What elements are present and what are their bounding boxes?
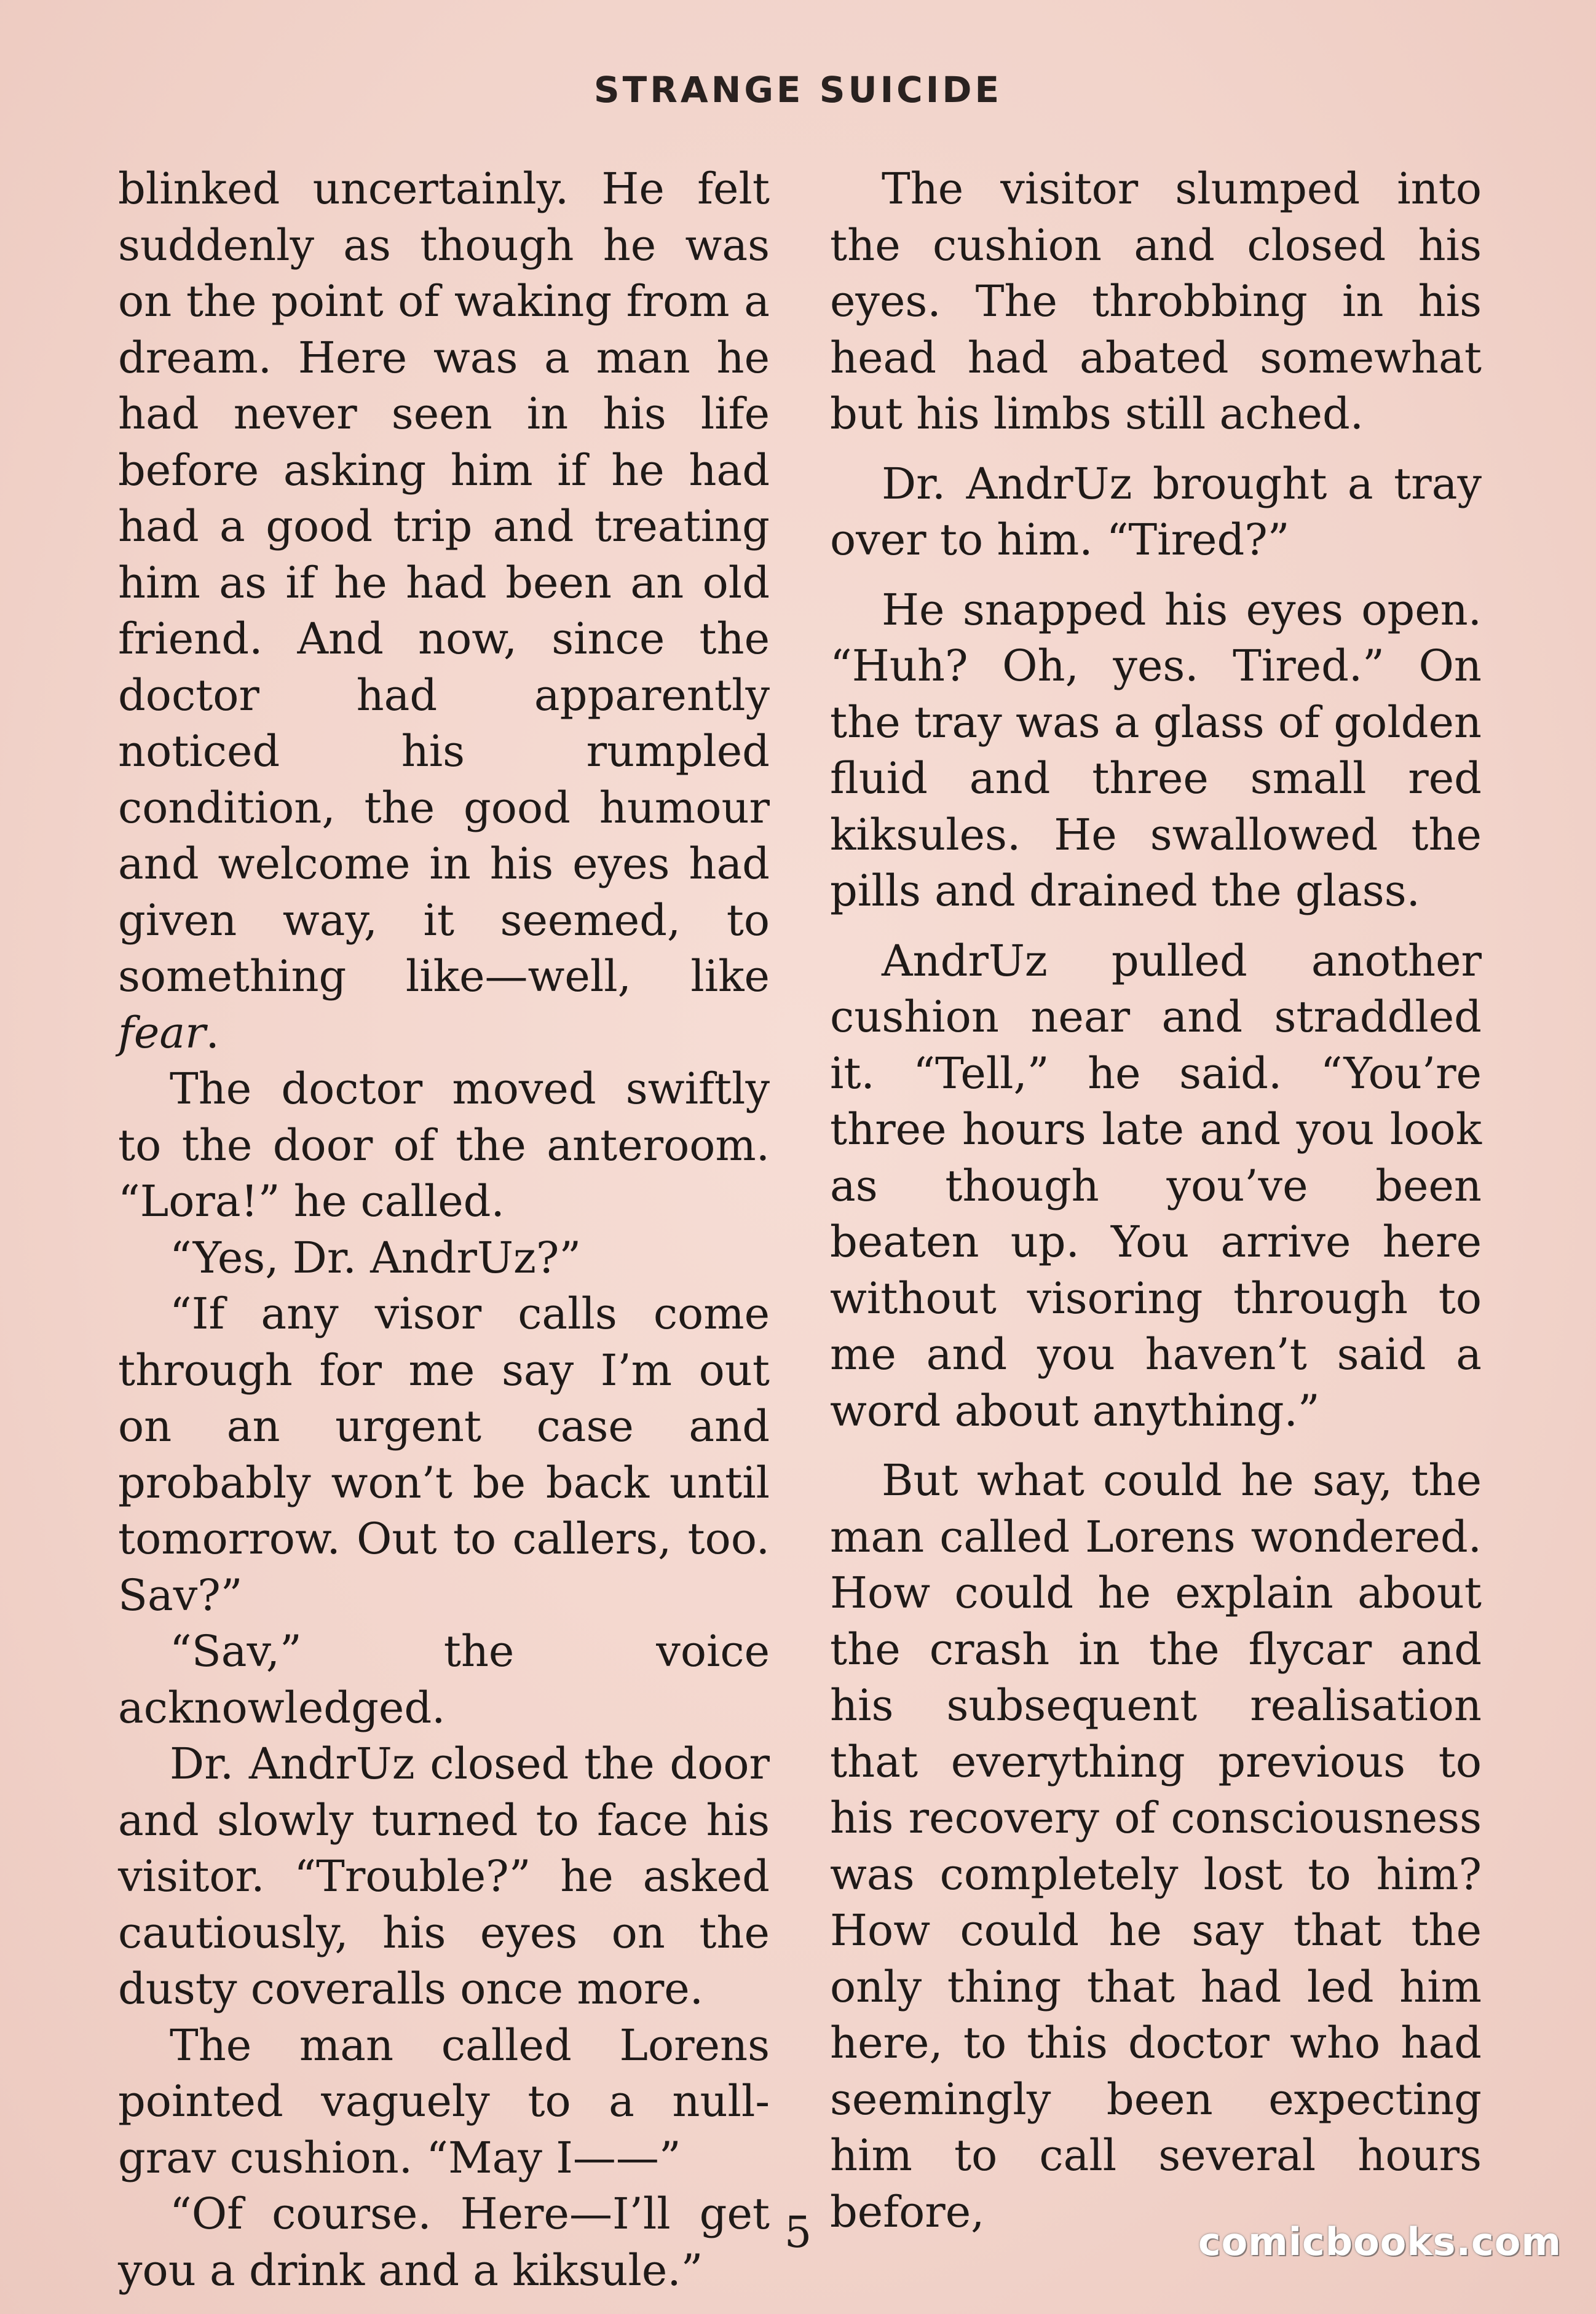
left-column [118, 161, 770, 2299]
paragraph: He snapped his eyes open. “Huh? Oh, yes. Tired.” On the tray was a glass of golden fluid and three small red kiksules. He swallowed the pills and drained the glass. [830, 584, 1482, 916]
paragraph: “Of course. Here—I’ll get you a drink and a kiksule.” [118, 2189, 770, 2296]
paragraph: “If any visor calls come through for me say I’m out on an urgent case and probably won’t be back until tomorrow. Out to callers, too. Sav?” [118, 1289, 770, 1621]
watermark: comicbooks.com [1198, 2219, 1562, 2264]
emphasis-word: fear [118, 1007, 206, 1058]
paragraph: AndrUz pulled another cushion near and straddled it. “Tell,” he said. “You’re three hours late and you look as though you’ve been beaten up. You arrive here without visoring through to me and you haven’t said a word about anything.” [830, 935, 1482, 1436]
paragraph: But what could he say, the man called Lorens wondered. How could he explain about the crash in the flycar and his subsequent realisation that everything previous to his recovery of consciousness was completely lost to him? How could he say that the only thing that had led him here, to this doctor who had seemingly been expecting him to call several hours before, [830, 1455, 1482, 2237]
page-number: 5 [784, 2207, 812, 2257]
paragraph: The visitor slumped into the cushion and closed his eyes. The throbbing in his head had abated somewhat but his limbs still ached. [830, 164, 1482, 439]
paragraph-tail: . [205, 1007, 219, 1058]
paragraph: “Yes, Dr. AndrUz?” [170, 1232, 582, 1283]
running-head: STRANGE SUICIDE [593, 69, 1003, 111]
paragraph [118, 161, 770, 1061]
paragraph: The doctor moved swiftly to the door of the anteroom. “Lora!” he called. [118, 1064, 770, 1226]
paragraph-text: blinked uncertainly. He felt suddenly as though he was on the point of waking from a dream. Here was a man he had never seen in his life before asking him if he had had a good trip and treating him as if he had been an old friend. And now, since the doctor had apparently noticed his rumpled condition, the good humour and welcome in his eyes had given way, it seemed, to something like—well, like [118, 164, 770, 1001]
paragraph: Dr. AndrUz closed the door and slowly turned to face his visitor. “Trouble?” he asked cautiously, his eyes on the dusty coveralls once more. [118, 1739, 770, 2014]
paragraph: Dr. AndrUz brought a tray over to him. “Tired?” [830, 458, 1482, 565]
right-column [830, 161, 1482, 2240]
paragraph: The man called Lorens pointed vaguely to a null-grav cushion. “May I——” [118, 2020, 770, 2183]
paragraph: “Sav,” the voice acknowledged. [118, 1626, 770, 1733]
